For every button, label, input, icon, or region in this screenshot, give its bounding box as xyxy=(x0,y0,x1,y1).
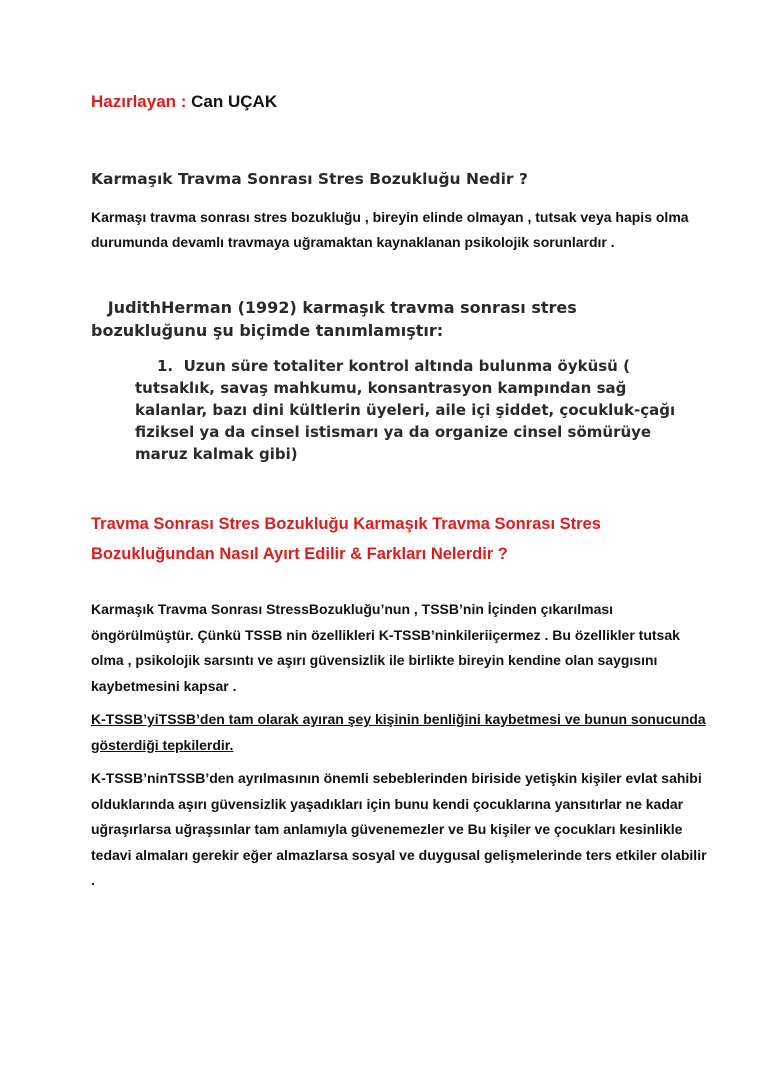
judith-paragraph xyxy=(91,296,691,342)
section2-paragraph-2 xyxy=(91,707,711,758)
list-item-text: Uzun süre totaliter kontrol altında bulunma öyküsü ( tutsaklık, savaş mahkumu, konsantrasyon kampından sağ kalanlar, bazı dini kültlerin üyeleri, aile içi şiddet, çocukluk-çağı fiziksel ya da cinsel istismarı ya da organize cinsel sömürüye maruz kalmak gibi) xyxy=(135,357,676,463)
section2-heading: Travma Sonrası Stres Bozukluğu Karmaşık Travma Sonrası Stres Bozukluğundan Nasıl Ayırt Edilir & Farkları Nelerdir ? xyxy=(91,515,601,563)
section1-paragraph: Karmaşı travma sonrası stres bozukluğu , bireyin elinde olmayan , tutsak veya hapis olma durumunda devamlı travmaya uğramaktan kaynaklanan psikolojik sorunlardır . xyxy=(91,209,689,250)
author-line xyxy=(91,92,277,112)
section2-paragraph-1: Karmaşık Travma Sonrası StressBozukluğu’nun , TSSB’nin İçinden çıkarılması öngörülmüştür. Çünkü TSSB nin özellikleri K-TSSB’ninkileriiçermez . Bu özellikler tutsak olma , psikolojik sarsıntı ve aşırı güvensizlik ile birlikte bireyin kendine olan saygısını kaybetmesini kapsar . xyxy=(91,601,680,694)
underlined-text: K-TSSB’yiTSSB’den tam olarak ayıran şey kişinin benliğini kaybetmesi ve bunun sonucunda gösterdiği tepkilerdir. xyxy=(91,711,706,753)
numbered-list-item xyxy=(135,355,695,465)
judith-text: JudithHerman (1992) karmaşık travma sonrası stres bozukluğunu şu biçimde tanımlamıştır: xyxy=(91,298,577,340)
section1-heading: Karmaşık Travma Sonrası Stres Bozukluğu Nedir ? xyxy=(91,170,528,188)
author-label: Hazırlayan : xyxy=(91,92,192,111)
author-name: Can UÇAK xyxy=(191,92,278,111)
section2-paragraph-3: K-TSSB’ninTSSB’den ayrılmasının önemli sebeblerinden biriside yetişkin kişiler evlat sahibi olduklarında aşırı güvensizlik yaşadıkları için bunu kendi çocuklarına yansıtırlar ne kadar uğraşırlarsa uğraşsınlar tam anlamıyla güvenemezler ve Bu kişiler ve çocukları kesinlikle tedavi almaları gerekir eğer almazlarsa sosyal ve duygusal gelişmelerinde ters etkiler olabilir . xyxy=(91,770,707,888)
list-number: 1. xyxy=(157,357,174,375)
